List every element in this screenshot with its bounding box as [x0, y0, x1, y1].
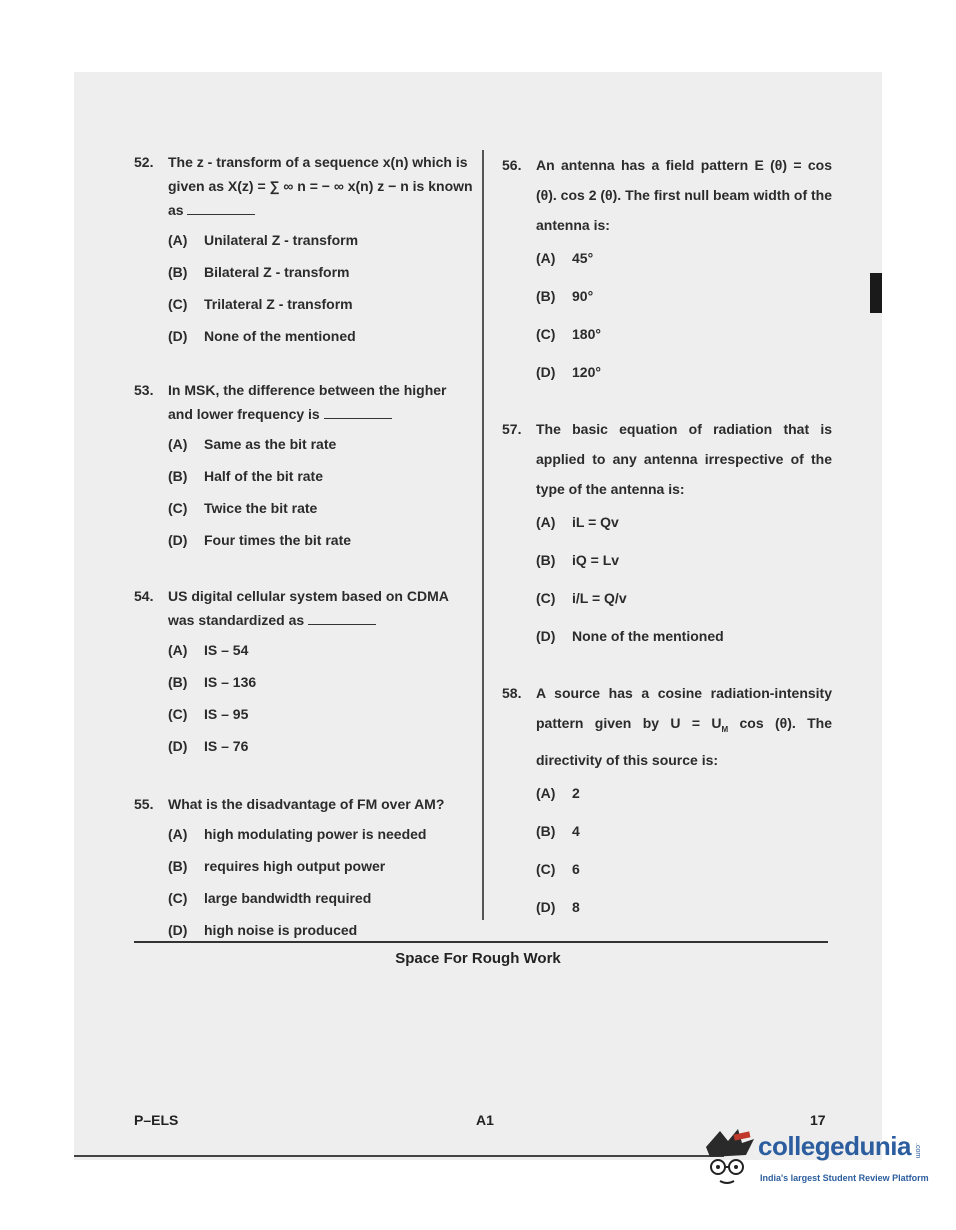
option: (A) Same as the bit rate	[168, 436, 337, 452]
option: (A) high modulating power is needed	[168, 826, 427, 842]
option: (D) Four times the bit rate	[168, 532, 352, 548]
option: (B) requires high output power	[168, 858, 386, 874]
right-column	[502, 150, 832, 919]
question-57	[502, 414, 832, 648]
question-54	[134, 584, 474, 758]
option: (A) Unilateral Z - transform	[168, 232, 359, 248]
option: (C) 6	[536, 860, 580, 877]
option: (D) 120°	[536, 364, 601, 380]
brand-name: collegedunia	[758, 1131, 911, 1161]
question-number: 58.	[502, 685, 522, 701]
question-number: 56.	[502, 157, 522, 173]
option: (A) IS – 54	[168, 642, 249, 658]
question-text: An antenna has a field pattern E (θ) = cos (θ). cos 2 (θ). The first null beam width of the antenna is:	[536, 157, 832, 233]
question-number: 53.	[134, 382, 154, 398]
page-number: 17	[810, 1112, 826, 1128]
mascot-icon	[700, 1125, 760, 1191]
collegedunia-logo	[700, 1125, 940, 1195]
answer-blank	[324, 406, 392, 419]
option: (D) IS – 76	[168, 738, 249, 754]
footer-code: P–ELS	[134, 1112, 179, 1128]
left-column	[134, 150, 474, 942]
column-divider	[482, 150, 484, 920]
brand-tagline: India's largest Student Review Platform	[760, 1173, 929, 1183]
option: (B) Half of the bit rate	[168, 468, 324, 484]
question-text: The basic equation of radiation that is applied to any antenna irrespective of the type of the antenna is:	[536, 421, 832, 497]
option: (D) None of the mentioned	[536, 628, 724, 644]
page-edge-marker	[870, 273, 882, 313]
option: (B) iQ = Lv	[536, 552, 620, 568]
option: (B) 90°	[536, 288, 594, 304]
question-number: 55.	[134, 796, 154, 812]
question-text: The z - transform of a sequence x(n) which is given as X(z) = ∑ ∞ n = − ∞ x(n) z − n is known as	[168, 154, 473, 218]
option: (B) 4	[536, 822, 580, 839]
option: (A) 2	[536, 784, 580, 801]
option: (C) i/L = Q/v	[536, 590, 627, 606]
question-58	[502, 678, 832, 919]
section-rule	[134, 941, 828, 943]
option: (D) None of the mentioned	[168, 328, 356, 344]
option: (D) high noise is produced	[168, 922, 358, 938]
option: (B) IS – 136	[168, 674, 257, 690]
answer-blank	[187, 202, 255, 215]
option: (C) 180°	[536, 326, 601, 342]
option: (B) Bilateral Z - transform	[168, 264, 350, 280]
question-number: 57.	[502, 421, 522, 437]
question-56	[502, 150, 832, 384]
option: (C) IS – 95	[168, 706, 249, 722]
question-55	[134, 792, 474, 942]
option: (C) Trilateral Z - transform	[168, 296, 353, 312]
option: (C) large bandwidth required	[168, 890, 372, 906]
option: (C) Twice the bit rate	[168, 500, 318, 516]
question-number: 54.	[134, 588, 154, 604]
question-text: US digital cellular system based on CDMA was standardized as	[168, 588, 449, 628]
question-53	[134, 378, 474, 552]
footer-rule	[74, 1155, 724, 1157]
question-52	[134, 150, 474, 348]
question-text: A source has a cosine radiation-intensity pattern given by $U = U_M$ cos (θ). The directivity of this source is:	[536, 685, 832, 768]
footer-series: A1	[476, 1112, 494, 1128]
option: (A) iL = Qv	[536, 514, 619, 530]
option: (A) 45°	[536, 250, 594, 266]
question-text: In MSK, the difference between the higher and lower frequency is	[168, 382, 447, 422]
rough-work-label: Space For Rough Work	[395, 950, 561, 967]
question-number: 52.	[134, 154, 154, 170]
option: (D) 8	[536, 898, 580, 915]
brand-domain: .com	[914, 1143, 921, 1159]
question-text: What is the disadvantage of FM over AM?	[168, 796, 445, 812]
answer-blank	[308, 612, 376, 625]
